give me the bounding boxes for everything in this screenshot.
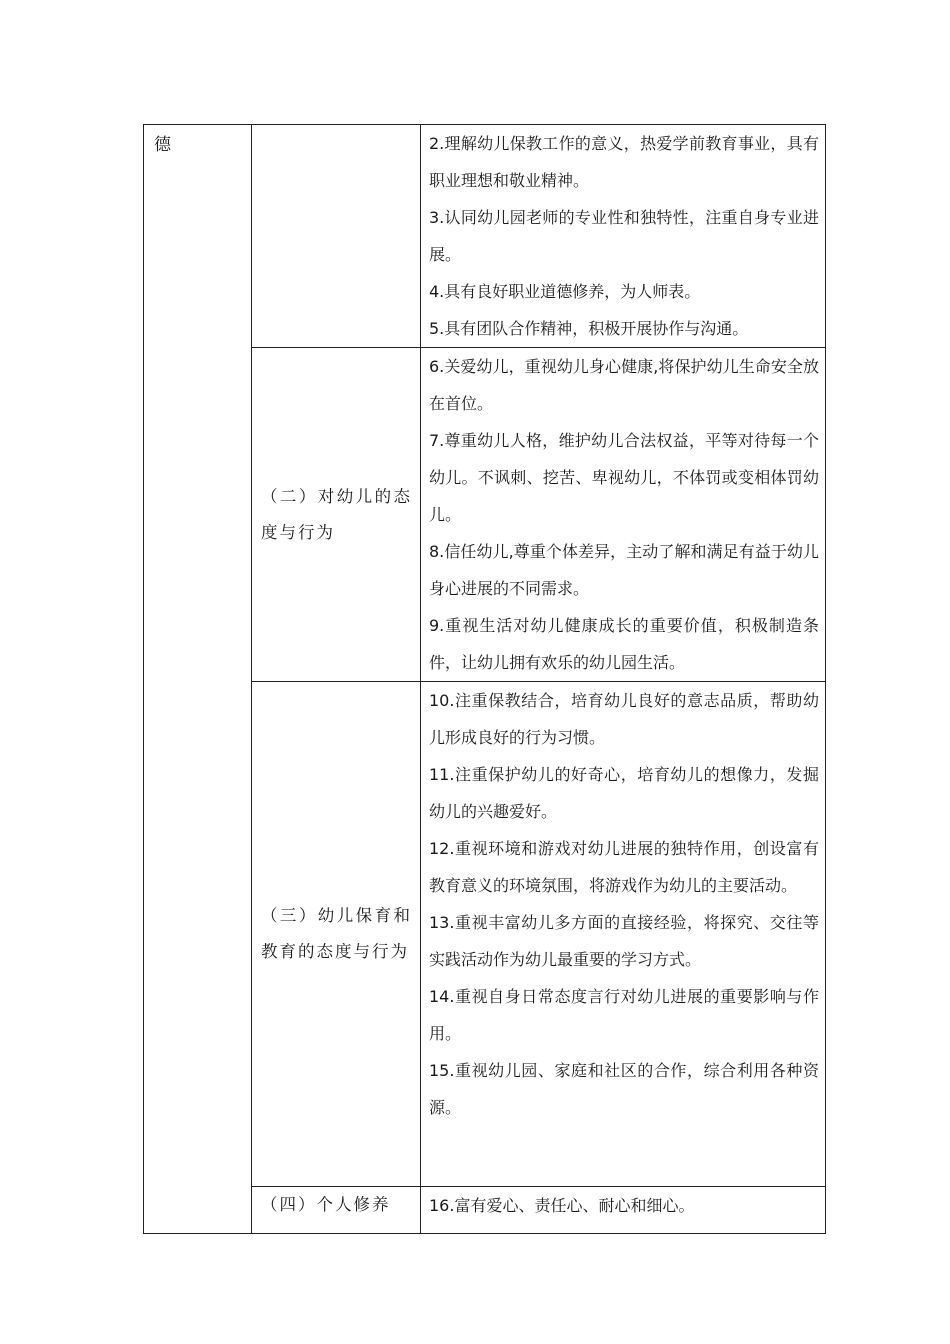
dimension-cell [144,125,252,1234]
list-item: 12.重视环境和游戏对幼儿进展的独特作用，创设富有教育意义的环境氛围，将游戏作为幼儿的主要活动。 [429,839,819,895]
list-item: 3.认同幼儿园老师的专业性和独特性，注重自身专业进展。 [429,208,819,264]
list-item: 5.具有团队合作精神，积极开展协作与沟通。 [429,319,749,338]
list-item: 8.信任幼儿,尊重个体差异，主动了解和满足有益于幼儿身心进展的不同需求。 [429,542,819,598]
list-item: 2.理解幼儿保教工作的意义，热爱学前教育事业，具有职业理想和敬业精神。 [429,134,819,190]
list-item: 10.注重保教结合，培育幼儿良好的意志品质，帮助幼儿形成良好的行为习惯。 [429,691,819,747]
list-item: 4.具有良好职业道德修养，为人师表。 [429,282,701,301]
list-item: 7.尊重幼儿人格，维护幼儿合法权益，平等对待每一个幼儿。不讽刺、挖苦、卑视幼儿，不体罚或变相体罚幼儿。 [429,431,819,524]
category-cell [252,682,421,1187]
category-label: （三）幼儿保育和教育的态度与行为 [261,906,412,961]
category-cell [252,348,421,682]
list-item: 13.重视丰富幼儿多方面的直接经验，将探究、交往等实践活动作为幼儿最重要的学习方式。 [429,913,819,969]
category-label: （二）对幼儿的态度与行为 [261,486,412,542]
list-item: 9.重视生活对幼儿健康成长的重要价值，积极制造条件，让幼儿拥有欢乐的幼儿园生活。 [429,616,819,672]
standards-table [143,124,826,1234]
list-item: 16.富有爱心、责任心、耐心和细心。 [429,1196,695,1215]
list-item: 14.重视自身日常态度言行对幼儿进展的重要影响与作用。 [429,987,819,1043]
items-cell [421,125,826,348]
dimension-label: 德 [154,135,171,155]
items-cell [421,1187,826,1234]
category-cell [252,1187,421,1234]
list-item: 6.关爱幼儿，重视幼儿身心健康,将保护幼儿生命安全放在首位。 [429,357,819,413]
list-item: 11.注重保护幼儿的好奇心，培育幼儿的想像力，发掘幼儿的兴趣爱好。 [429,765,819,821]
items-cell [421,682,826,1187]
items-cell [421,348,826,682]
category-label: （四）个人修养 [261,1195,391,1214]
table-row [144,125,826,348]
list-item: 15.重视幼儿园、家庭和社区的合作，综合利用各种资源。 [429,1061,819,1117]
category-cell [252,125,421,348]
